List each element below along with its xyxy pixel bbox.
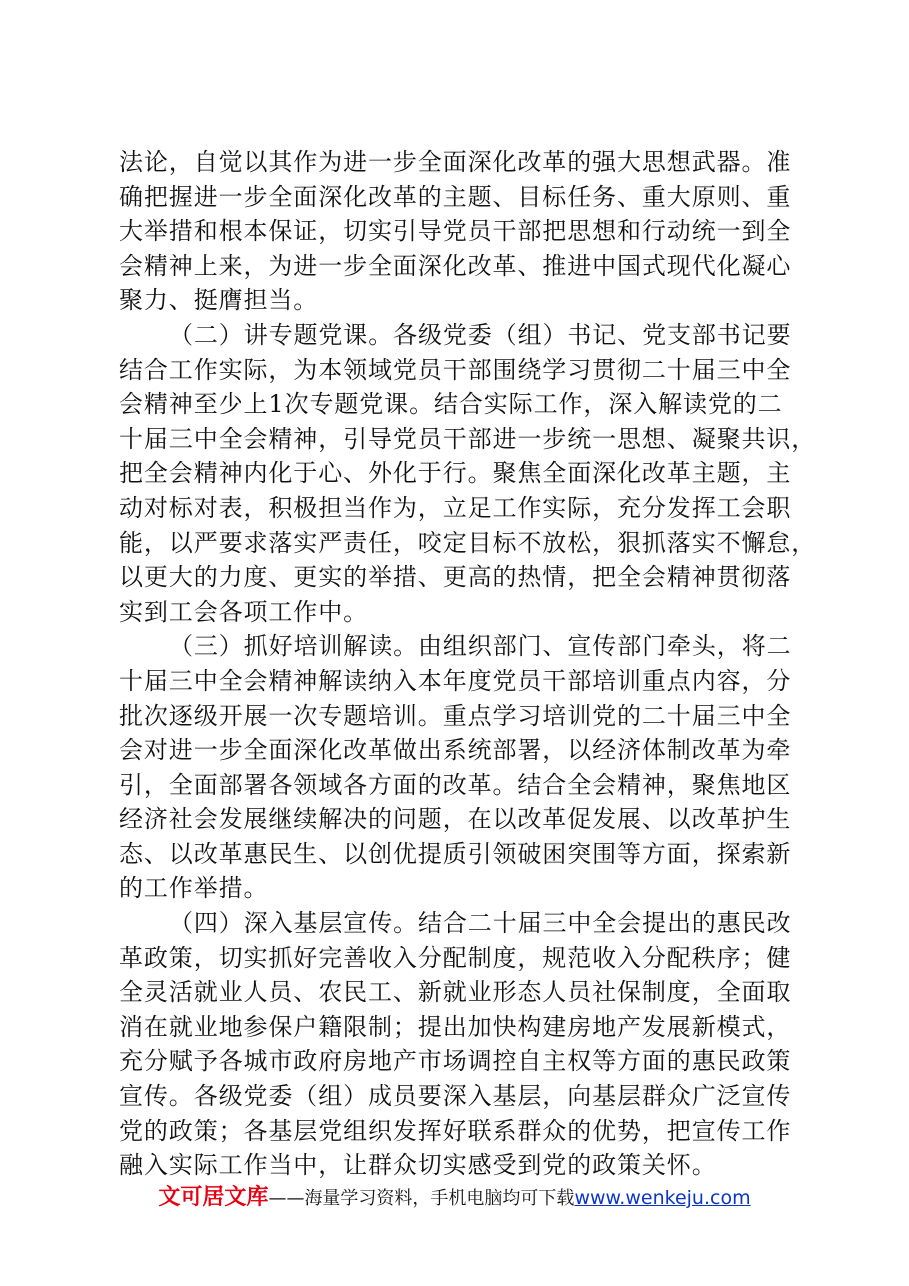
text-line: 引，全面部署各领域各方面的改革。结合全会精神，聚焦地区 [119, 770, 792, 799]
text-line: 态、以改革惠民生、以创优提质引领破困突围等方面，探索新 [119, 839, 792, 868]
text-line: 全灵活就业人员、农民工、新就业形态人员社保制度，全面取 [119, 978, 792, 1007]
text-line: 融入实际工作当中，让群众切实感受到党的政策关怀。 [119, 1151, 717, 1180]
text-line: 党的政策；各基层党组织发挥好联系群众的优势，把宣传工作 [119, 1116, 792, 1145]
text-line: 动对标对表，积极担当作为，立足工作实际，充分发挥工会职 [119, 493, 792, 522]
text-line: 确把握进一步全面深化改革的主题、目标任务、重大原则、重 [119, 182, 792, 211]
text-line: 法论，自觉以其作为进一步全面深化改革的强大思想武器。准 [119, 148, 792, 176]
text-line: 能，以严要求落实严责任，咬定目标不放松，狠抓落实不懈怠， [119, 528, 817, 557]
text-line: 革政策，切实抓好完善收入分配制度，规范收入分配秩序；健 [119, 943, 792, 972]
text-line: 会对进一步全面深化改革做出系统部署，以经济体制改革为牵 [119, 736, 792, 765]
text-line: （二）讲专题党课。各级党委（组）书记、党支部书记要 [169, 320, 792, 349]
text-line: 十届三中全会精神，引导党员干部进一步统一思想、凝聚共识， [119, 424, 817, 453]
footer-tagline: ——海量学习资料，手机电脑均可下载 [268, 1188, 575, 1209]
text-line: 消在就业地参保户籍限制；提出加快构建房地产发展新模式， [119, 1012, 792, 1041]
document-body [119, 145, 817, 1183]
text-line: 宣传。各级党委（组）成员要深入基层，向基层群众广泛宣传 [119, 1082, 792, 1111]
text-line: 会精神上来，为进一步全面深化改革、推进中国式现代化凝心 [119, 251, 792, 280]
text-line: 会精神至少上1次专题党课。结合实际工作，深入解读党的二 [119, 390, 783, 419]
text-line: （三）抓好培训解读。由组织部门、宣传部门牵头，将二 [169, 632, 792, 661]
text-line: 聚力、挺膺担当。 [119, 286, 319, 315]
footer-brand: 文可居文库 [158, 1185, 269, 1210]
text-line: 批次逐级开展一次专题培训。重点学习培训党的二十届三中全 [119, 701, 792, 730]
text-line: 十届三中全会精神解读纳入本年度党员干部培训重点内容，分 [119, 666, 792, 695]
footer-url-link[interactable]: www.wenkeju.com [574, 1187, 751, 1209]
text-line: （四）深入基层宣传。结合二十届三中全会提出的惠民改 [169, 909, 792, 938]
text-line: 经济社会发展继续解决的问题，在以改革促发展、以改革护生 [119, 805, 792, 834]
text-line: 大举措和根本保证，切实引导党员干部把思想和行动统一到全 [119, 217, 792, 246]
text-line: 充分赋予各城市政府房地产市场调控自主权等方面的惠民政策 [119, 1047, 792, 1076]
text-line: 把全会精神内化于心、外化于行。聚焦全面深化改革主题，主 [119, 459, 792, 488]
text-line: 以更大的力度、更实的举措、更高的热情，把全会精神贯彻落 [119, 563, 792, 592]
text-line: 结合工作实际，为本领域党员干部围绕学习贯彻二十届三中全 [119, 355, 792, 384]
footer-watermark [0, 1180, 909, 1211]
text-line: 的工作举措。 [119, 874, 269, 903]
text-line: 实到工会各项工作中。 [119, 597, 368, 626]
